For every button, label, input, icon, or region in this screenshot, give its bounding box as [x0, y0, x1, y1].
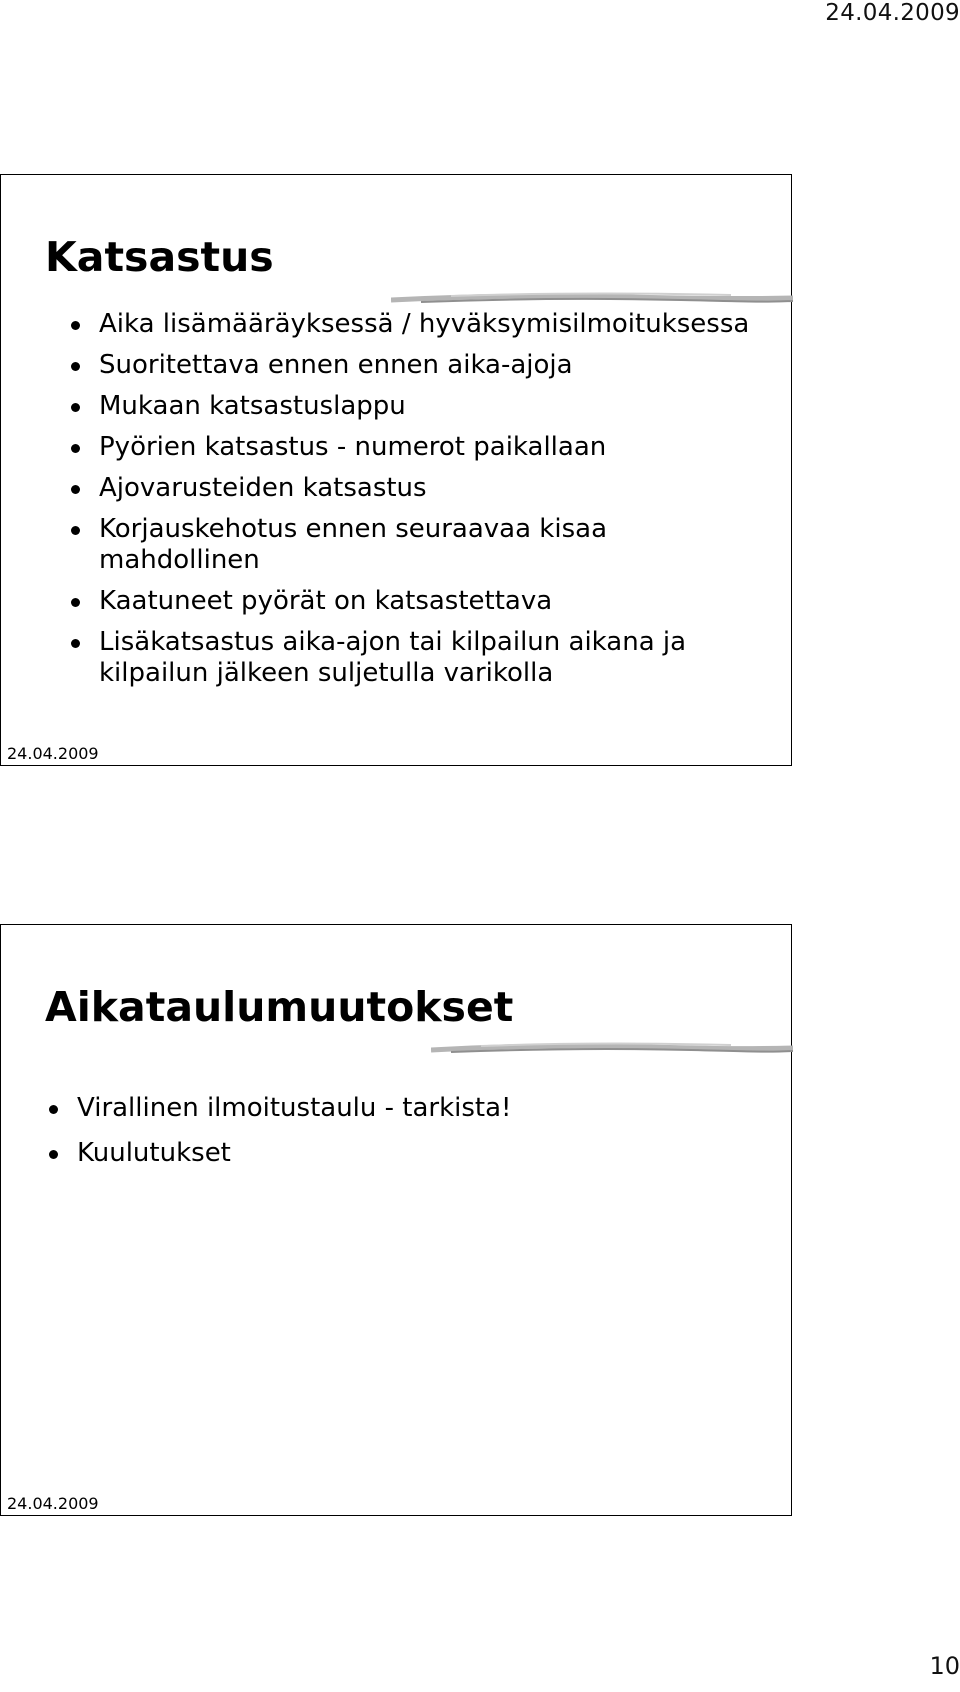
title-underline-decoration: [431, 1037, 793, 1059]
bullet-list: [49, 1093, 769, 1183]
bullet-list: [71, 309, 771, 699]
title-underline-decoration: [391, 287, 793, 309]
bullet-icon: [49, 1150, 58, 1159]
list-item: Mukaan katsastuslappu: [71, 391, 771, 422]
list-item: Lisäkatsastus aika-ajon tai kilpailun aikana ja kilpailun jälkeen suljetulla varikolla: [71, 627, 771, 689]
slide-footer-date: 24.04.2009: [7, 743, 99, 763]
page-header-date: 24.04.2009: [825, 0, 960, 26]
slide-katsastus: [0, 174, 792, 766]
page-number: 10: [929, 1652, 960, 1680]
list-item: Virallinen ilmoitustaulu - tarkista!: [49, 1093, 769, 1124]
bullet-icon: [49, 1105, 58, 1114]
bullet-icon: [71, 598, 80, 607]
bullet-icon: [71, 321, 80, 330]
list-item: Aika lisämääräyksessä / hyväksymisilmoituksessa: [71, 309, 771, 340]
bullet-icon: [71, 485, 80, 494]
bullet-icon: [71, 526, 80, 535]
list-item: Pyörien katsastus - numerot paikallaan: [71, 432, 771, 463]
bullet-icon: [71, 639, 80, 648]
bullet-icon: [71, 362, 80, 371]
bullet-icon: [71, 403, 80, 412]
list-item: Suoritettava ennen ennen aika-ajoja: [71, 350, 771, 381]
slide-footer-date: 24.04.2009: [7, 1493, 99, 1513]
slide-title: Katsastus: [45, 233, 274, 281]
list-item: Kuulutukset: [49, 1138, 769, 1169]
bullet-icon: [71, 444, 80, 453]
list-item: Ajovarusteiden katsastus: [71, 473, 771, 504]
list-item: Korjauskehotus ennen seuraavaa kisaa mahdollinen: [71, 514, 771, 576]
slide-title: Aikataulumuutokset: [45, 983, 514, 1031]
slide-aikataulumuutokset: [0, 924, 792, 1516]
list-item: Kaatuneet pyörät on katsastettava: [71, 586, 771, 617]
